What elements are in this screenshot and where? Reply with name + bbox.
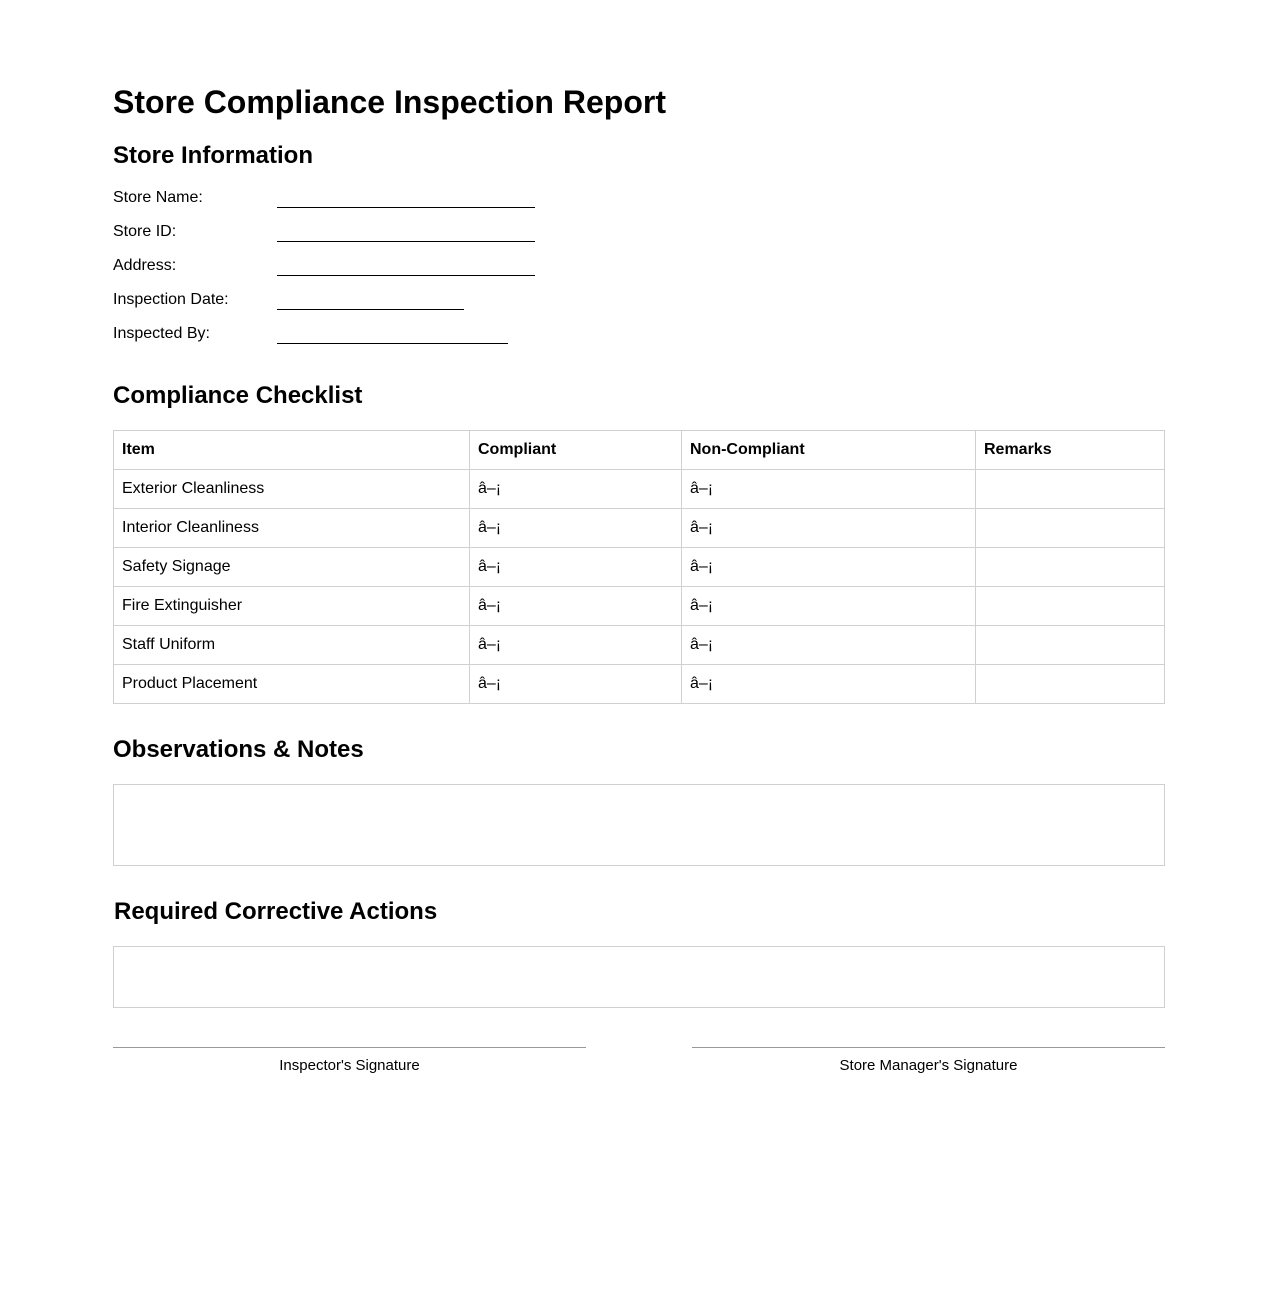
compliant-checkbox[interactable]: â–¡ <box>470 470 682 509</box>
table-row <box>114 509 1165 548</box>
inspection-date-label: Inspection Date: <box>113 291 229 308</box>
store-manager-signature-label: Store Manager's Signature <box>839 1057 1018 1074</box>
non-compliant-checkbox[interactable]: â–¡ <box>682 665 976 704</box>
store-id-label: Store ID: <box>113 223 177 240</box>
store-name-label: Store Name: <box>113 189 203 206</box>
inspector-signature-line[interactable] <box>113 1047 586 1048</box>
compliance-checklist-heading: Compliance Checklist <box>113 382 363 409</box>
address-field[interactable] <box>277 275 535 276</box>
observations-heading: Observations & Notes <box>113 736 364 763</box>
store-id-field[interactable] <box>277 241 535 242</box>
inspector-signature-block <box>113 1047 586 1075</box>
column-header-non-compliant: Non-Compliant <box>682 431 976 470</box>
remarks-cell[interactable] <box>976 587 1165 626</box>
store-id-row <box>113 222 713 246</box>
compliant-checkbox[interactable]: â–¡ <box>470 548 682 587</box>
non-compliant-checkbox[interactable]: â–¡ <box>682 548 976 587</box>
store-name-field[interactable] <box>277 207 535 208</box>
table-row <box>114 587 1165 626</box>
column-header-item: Item <box>114 431 470 470</box>
item-cell: Product Placement <box>114 665 470 704</box>
non-compliant-checkbox[interactable]: â–¡ <box>682 509 976 548</box>
address-row <box>113 256 713 280</box>
inspection-date-row <box>113 290 713 314</box>
compliant-checkbox[interactable]: â–¡ <box>470 665 682 704</box>
inspected-by-field[interactable] <box>277 343 508 344</box>
store-manager-signature-block <box>692 1047 1165 1075</box>
compliant-checkbox[interactable]: â–¡ <box>470 587 682 626</box>
inspection-date-field[interactable] <box>277 309 464 310</box>
item-cell: Exterior Cleanliness <box>114 470 470 509</box>
store-information-heading: Store Information <box>113 142 314 169</box>
address-label: Address: <box>113 257 177 274</box>
item-cell: Fire Extinguisher <box>114 587 470 626</box>
non-compliant-checkbox[interactable]: â–¡ <box>682 626 976 665</box>
remarks-cell[interactable] <box>976 626 1165 665</box>
remarks-cell[interactable] <box>976 548 1165 587</box>
observations-textarea[interactable] <box>113 784 1165 866</box>
item-cell: Interior Cleanliness <box>114 509 470 548</box>
item-cell: Safety Signage <box>114 548 470 587</box>
compliance-checklist-table <box>113 430 1165 704</box>
remarks-cell[interactable] <box>976 470 1165 509</box>
compliant-checkbox[interactable]: â–¡ <box>470 626 682 665</box>
table-row <box>114 470 1165 509</box>
non-compliant-checkbox[interactable]: â–¡ <box>682 587 976 626</box>
inspector-signature-label: Inspector's Signature <box>279 1057 420 1074</box>
table-row <box>114 665 1165 704</box>
inspected-by-row <box>113 324 713 348</box>
corrective-actions-textarea[interactable] <box>113 946 1165 1008</box>
table-header-row <box>114 431 1165 470</box>
store-name-row <box>113 188 713 212</box>
corrective-actions-heading: Required Corrective Actions <box>114 898 438 925</box>
item-cell: Staff Uniform <box>114 626 470 665</box>
store-manager-signature-line[interactable] <box>692 1047 1165 1048</box>
inspected-by-label: Inspected By: <box>113 325 210 342</box>
non-compliant-checkbox[interactable]: â–¡ <box>682 470 976 509</box>
column-header-remarks: Remarks <box>976 431 1165 470</box>
page-title: Store Compliance Inspection Report <box>113 84 666 120</box>
column-header-compliant: Compliant <box>470 431 682 470</box>
remarks-cell[interactable] <box>976 509 1165 548</box>
table-row <box>114 548 1165 587</box>
compliant-checkbox[interactable]: â–¡ <box>470 509 682 548</box>
table-row <box>114 626 1165 665</box>
remarks-cell[interactable] <box>976 665 1165 704</box>
